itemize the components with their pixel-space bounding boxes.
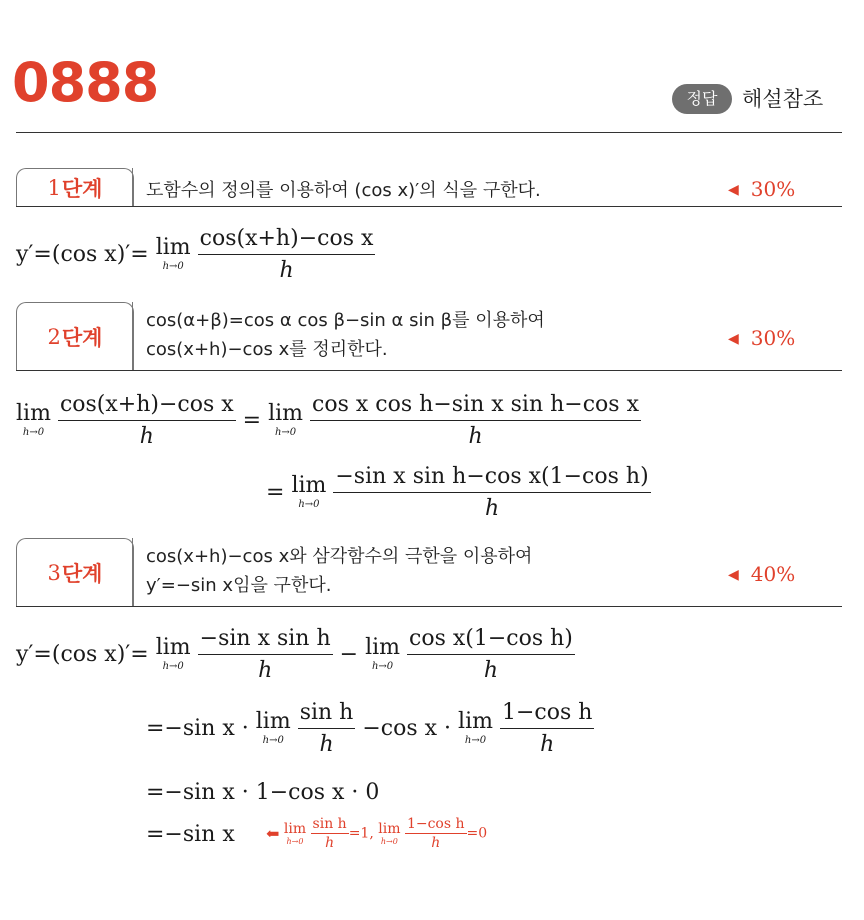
equation-1 bbox=[16, 226, 375, 284]
fraction: $\frac{\text{−sin x sin h−cos x(1−cos h)}}{h}$ bbox=[335, 464, 649, 522]
limit-operator: lim h→0 bbox=[365, 635, 401, 673]
limit-operator: lim h→0 bbox=[155, 635, 191, 673]
equation-2: lim h→0 $\frac{\text{cos(x+h)−cos x}}{h}$ = lim h→0 $\frac{\text{cos x cos h−sin x sin h−cos x}}{h}$ bbox=[16, 392, 639, 450]
step-3-label: 3 단계 bbox=[16, 538, 134, 607]
answer-badge: 정답 bbox=[672, 84, 732, 114]
limit-hint-note: ⬅ lim h→0 $\frac{\text{sin h}}{h}$ =1, lim h→0 $\frac{\text{1−cos h}}{h}$ =0 bbox=[266, 816, 488, 852]
answer-reference: 해설참조 bbox=[742, 87, 824, 111]
limit-operator: lim h→0 bbox=[255, 709, 291, 747]
equation-4-lhs: y′=(cos x)′= bbox=[16, 641, 149, 667]
equation-6: =−sin x · 1−cos x · 0 bbox=[146, 780, 380, 805]
left-triangle-icon: ◀ bbox=[728, 567, 739, 583]
limit-operator: lim h→0 bbox=[291, 473, 327, 511]
fraction: $\frac{\text{1−cos h}}{h}$ bbox=[406, 816, 465, 852]
limit-operator: lim h→0 bbox=[155, 235, 191, 273]
fraction: $\frac{\text{1−cos h}}{h}$ bbox=[501, 700, 593, 758]
fraction: $\frac{\text{sin h}}{h}$ bbox=[299, 700, 354, 758]
step-1-percent: ◀ 30% bbox=[728, 177, 796, 201]
left-triangle-icon: ◀ bbox=[728, 182, 739, 198]
limit-operator: lim h→0 bbox=[458, 709, 493, 747]
fraction: $\frac{\text{sin h}}{h}$ bbox=[312, 816, 347, 852]
fraction: $\frac{\text{cos(x+h)−cos x}}{h}$ bbox=[59, 392, 234, 450]
step-divider bbox=[132, 302, 133, 370]
fraction: $\frac{\text{−sin x sin h}}{h}$ bbox=[199, 626, 331, 684]
left-triangle-icon: ◀ bbox=[728, 331, 739, 347]
header-rule bbox=[16, 132, 842, 133]
fraction: $\frac{\text{cos(x+h)−cos x}}{h}$ bbox=[199, 226, 374, 284]
step-2-rule bbox=[16, 370, 842, 371]
problem-number: 0888 bbox=[12, 51, 159, 114]
equation-3: = lim h→0 $\frac{\text{−sin x sin h−cos x(1−cos h)}}{h}$ bbox=[266, 464, 649, 522]
limit-operator: lim h→0 bbox=[283, 820, 307, 846]
step-1-label: 1 단계 bbox=[16, 168, 134, 207]
limit-operator: lim h→0 bbox=[268, 401, 304, 439]
step-2-description: cos(α+β)=cos α cos β−sin α sin β를 이용하여 cos(x+h)−cos x를 정리한다. bbox=[146, 310, 545, 360]
left-arrow-icon: ⬅ bbox=[266, 824, 280, 844]
equation-5: =−sin x · lim h→0 $\frac{\text{sin h}}{h}$ −cos x · lim h→0 $\frac{\text{1−cos h}}{h}$ bbox=[146, 700, 593, 758]
step-3-percent: ◀ 40% bbox=[728, 562, 796, 586]
step-2-percent: ◀ 30% bbox=[728, 326, 796, 350]
step-1-rule bbox=[16, 206, 842, 207]
limit-operator: lim h→0 bbox=[378, 820, 401, 846]
equation-4: y′=(cos x)′= lim h→0 $\frac{\text{−sin x sin h}}{h}$ − lim h→0 $\frac{\text{cos x(1−cos h)}}{h}$ bbox=[16, 626, 573, 684]
step-3-description: cos(x+h)−cos x와 삼각함수의 극한을 이용하여 y′=−sin x임을 구한다. bbox=[146, 546, 533, 596]
equation-7: =−sin x bbox=[146, 822, 235, 847]
fraction: $\frac{\text{cos x cos h−sin x sin h−cos x}}{h}$ bbox=[312, 392, 639, 450]
step-2-label: 2 단계 bbox=[16, 302, 134, 371]
step-3-rule bbox=[16, 606, 842, 607]
equation-1-lhs: y′=(cos x)′= bbox=[16, 241, 149, 267]
limit-operator: lim h→0 bbox=[16, 401, 51, 439]
step-1-description: 도함수의 정의를 이용하여 (cos x)′의 식을 구한다. bbox=[146, 180, 541, 201]
fraction: $\frac{\text{cos x(1−cos h)}}{h}$ bbox=[409, 626, 573, 684]
step-divider bbox=[132, 538, 133, 606]
step-divider bbox=[132, 168, 133, 206]
